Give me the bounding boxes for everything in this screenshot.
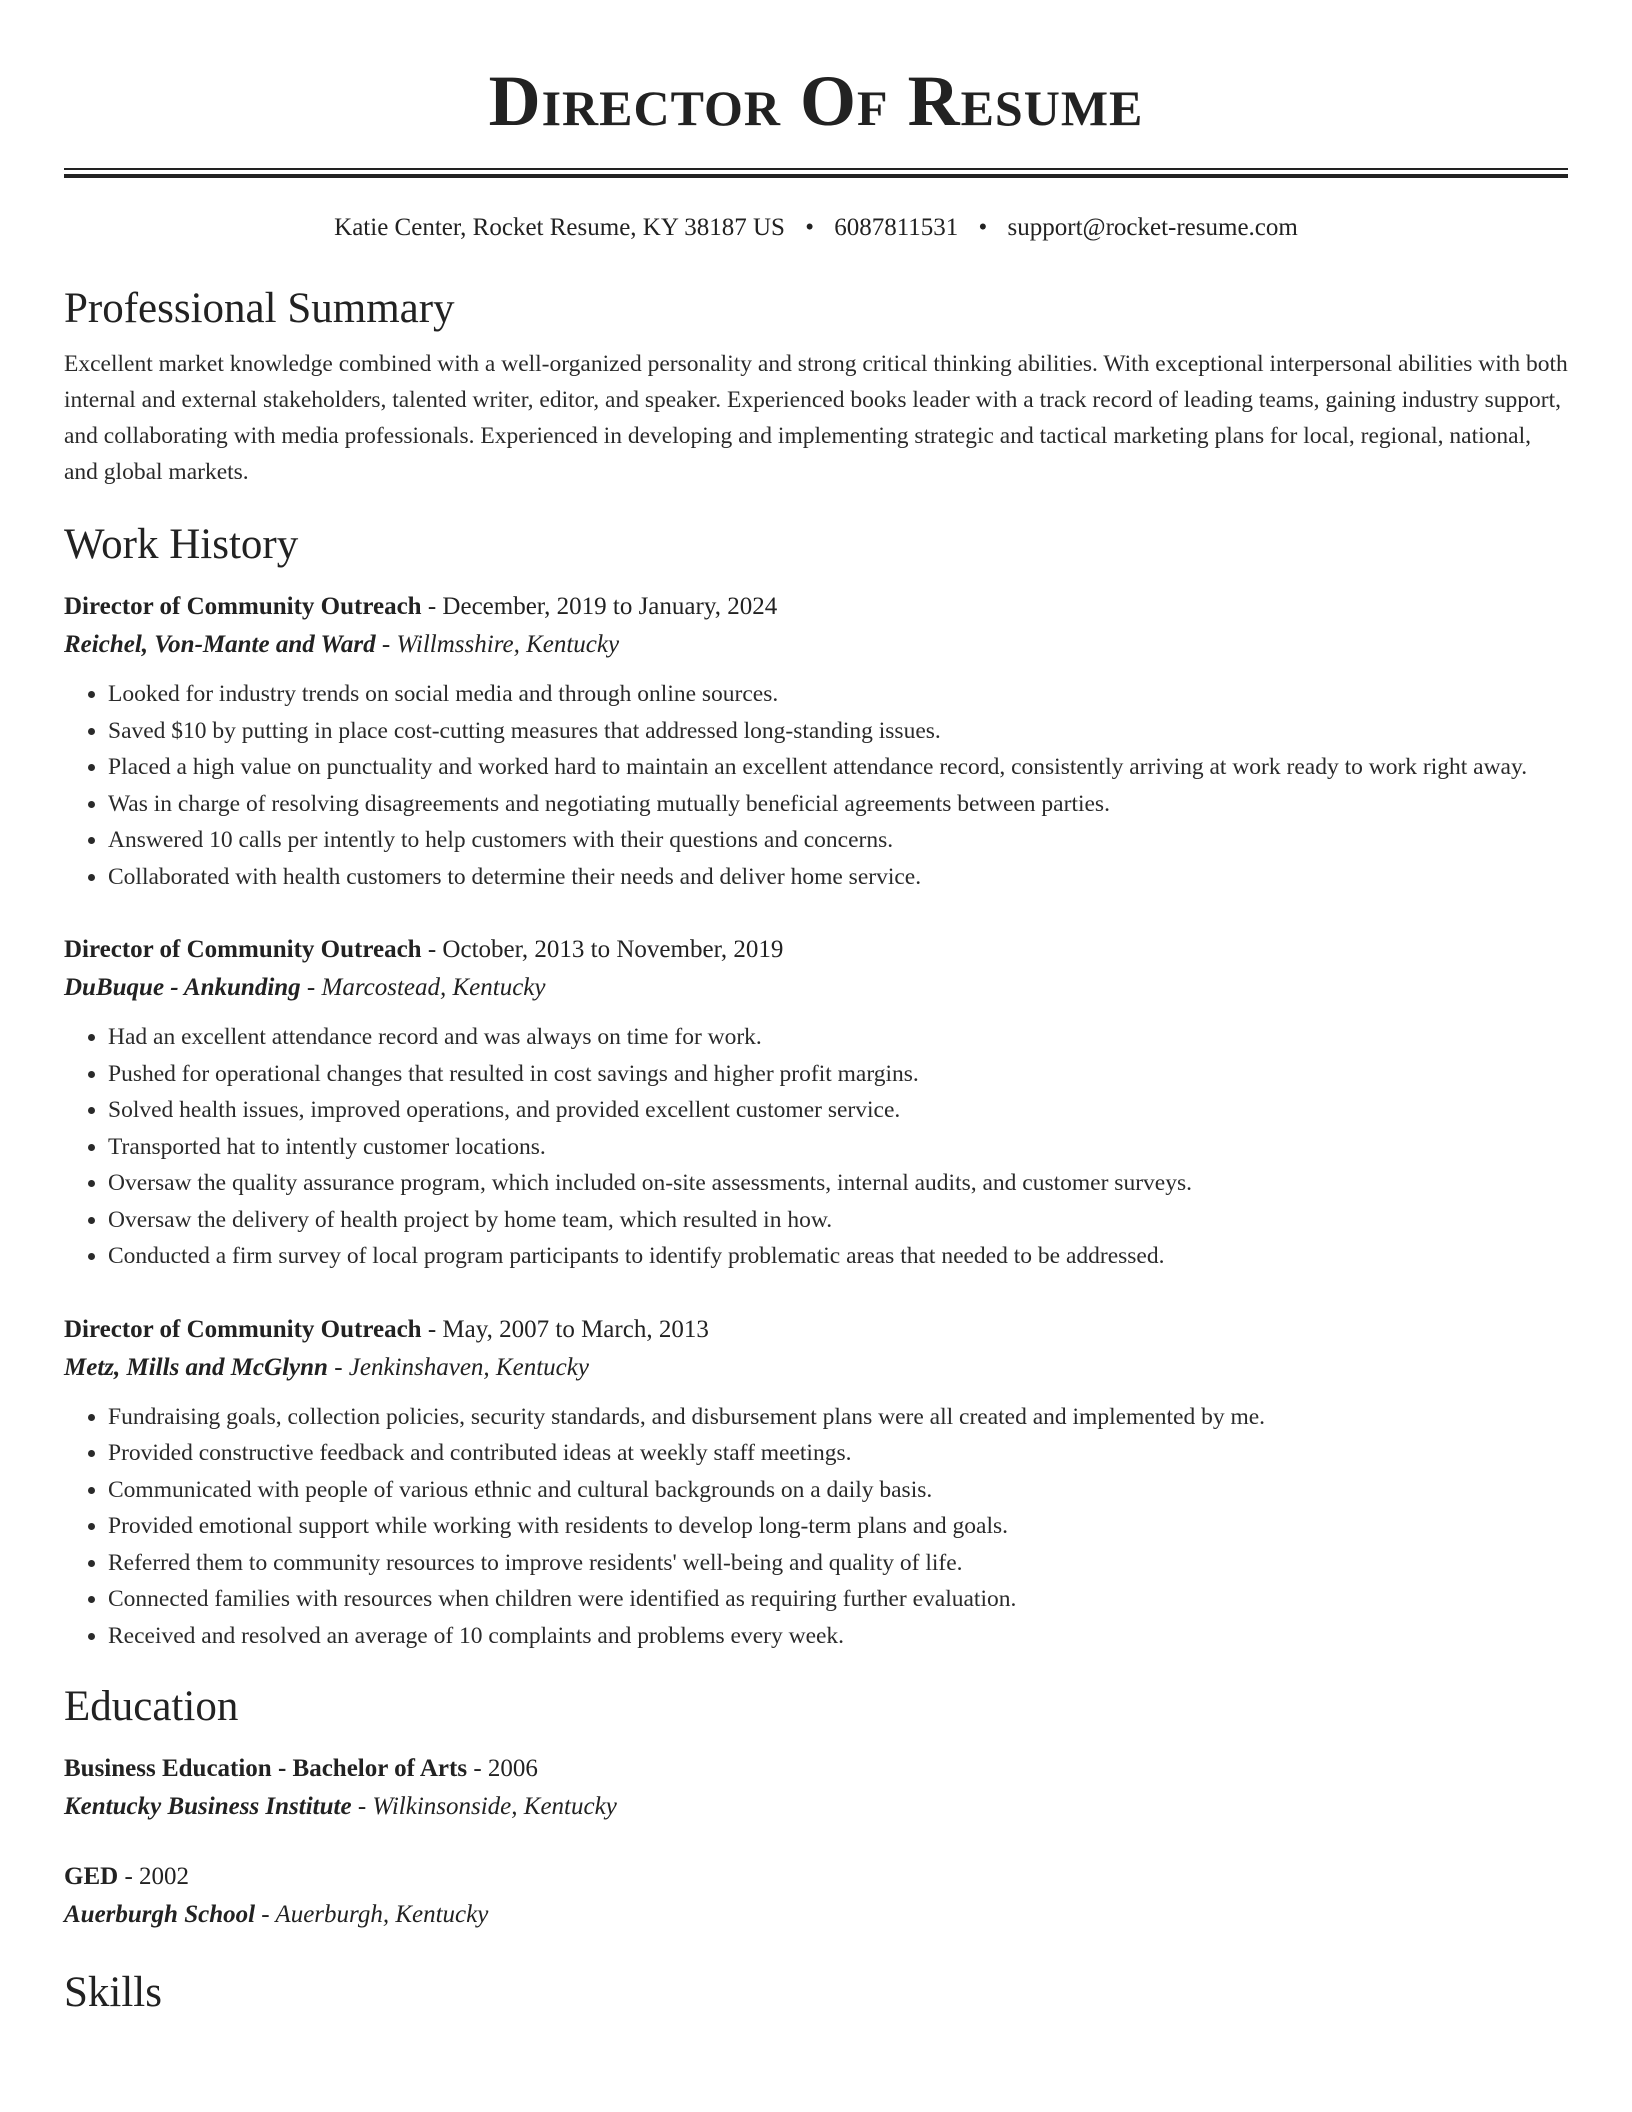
- resume-title: Director Of Resume: [488, 61, 1144, 141]
- job-employer: [64, 969, 1568, 1007]
- education-degree: GED: [64, 1863, 119, 1890]
- title-divider: [64, 168, 1568, 178]
- job-company: Reichel, Von-Mante and Ward: [64, 631, 376, 658]
- job-header: [64, 931, 1568, 969]
- job-header: [64, 1311, 1568, 1349]
- job-company: Metz, Mills and McGlynn: [64, 1353, 328, 1381]
- job-bullet: • Was in charge of resolving disagreements and negotiating mutually beneficial agreements between parties.: [108, 786, 1568, 823]
- job-bullet: • Solved health issues, improved operations, and provided excellent customer service.: [108, 1092, 1568, 1129]
- job-bullet: • Placed a high value on punctuality and worked hard to maintain an excellent attendance record, consistently arriving at work ready to work right away.: [108, 749, 1568, 786]
- job-dates: - May, 2007 to March, 2013: [421, 1315, 709, 1343]
- job-dates: - October, 2013 to November, 2019: [421, 936, 784, 963]
- education-school: Kentucky Business Institute: [64, 1793, 352, 1820]
- education-location: - Wilkinsonside, Kentucky: [351, 1793, 617, 1820]
- job-bullet: • Collaborated with health customers to determine their needs and deliver home service.: [108, 859, 1568, 896]
- job-bullet: • Fundraising goals, collection policies, security standards, and disbursement plans were all created and implemented by me.: [108, 1399, 1568, 1436]
- education-entry: [64, 1750, 1568, 1826]
- job-bullet: • Connected families with resources when children were identified as requiring further evaluation.: [108, 1581, 1568, 1618]
- job-entry: [64, 588, 1568, 895]
- education-institution: [64, 1896, 1568, 1934]
- job-bullet: • Saved $10 by putting in place cost-cutting measures that addressed long-standing issues.: [108, 713, 1568, 750]
- education-institution: [64, 1788, 1568, 1826]
- contact-phone: 6087811531: [834, 214, 959, 241]
- job-bullet: • Looked for industry trends on social media and through online sources.: [108, 676, 1568, 713]
- contact-address: Katie Center, Rocket Resume, KY 38187 US: [334, 214, 785, 241]
- job-company: DuBuque - Ankunding: [64, 974, 301, 1001]
- job-location: - Marcostead, Kentucky: [300, 974, 546, 1001]
- job-role: Director of Community Outreach: [64, 936, 422, 963]
- education-location: - Auerburgh, Kentucky: [255, 1901, 489, 1928]
- education-header: [64, 1858, 1568, 1896]
- job-employer: [64, 1349, 1568, 1387]
- job-entry: [64, 931, 1568, 1275]
- summary-text: Excellent market knowledge combined with a well-organized personality and strong critical thinking abilities. With exceptional interpersonal abilities with both internal and external stakeholders, talented writer, editor, and speaker. Experienced books leader with a track record of leading teams, gaining industry support, and collaborating with media professionals. Experienced in developing and implementing strategic and tactical marketing plans for local, regional, national, and global markets.: [64, 351, 1568, 485]
- education-header: [64, 1750, 1568, 1788]
- job-header: [64, 588, 1568, 626]
- contact-separator: •: [978, 214, 988, 241]
- education-year: - 2002: [118, 1863, 190, 1890]
- job-role: Director of Community Outreach: [64, 593, 422, 620]
- job-dates: - December, 2019 to January, 2024: [421, 593, 778, 620]
- job-bullets: [64, 676, 1568, 895]
- education-heading: Education: [64, 1683, 239, 1730]
- contact-separator: •: [805, 214, 814, 241]
- job-bullet: • Transported hat to intently customer locations.: [108, 1129, 1568, 1166]
- education-school: Auerburgh School: [64, 1901, 256, 1928]
- skills-heading: Skills: [64, 1969, 162, 2016]
- job-bullets: [64, 1019, 1568, 1275]
- job-bullet: • Oversaw the delivery of health project by home team, which resulted in how.: [108, 1202, 1568, 1239]
- job-bullet: • Communicated with people of various ethnic and cultural backgrounds on a daily basis.: [108, 1472, 1568, 1509]
- contact-line: [64, 212, 1568, 244]
- job-bullet: • Answered 10 calls per intently to help customers with their questions and concerns.: [108, 822, 1568, 859]
- summary-heading: Professional Summary: [64, 285, 455, 332]
- job-bullet: • Pushed for operational changes that resulted in cost savings and higher profit margins.: [108, 1056, 1568, 1093]
- education-entry: [64, 1858, 1568, 1934]
- job-bullet: • Provided constructive feedback and contributed ideas at weekly staff meetings.: [108, 1435, 1568, 1472]
- contact-email: support@rocket-resume.com: [1007, 214, 1298, 241]
- job-bullets: [64, 1399, 1568, 1655]
- job-bullet: • Referred them to community resources to improve residents' well-being and quality of life.: [108, 1545, 1568, 1582]
- job-employer: [64, 626, 1568, 664]
- job-role: Director of Community Outreach: [64, 1315, 422, 1343]
- job-bullet: • Had an excellent attendance record and was always on time for work.: [108, 1019, 1568, 1056]
- job-location: - Jenkinshaven, Kentucky: [327, 1353, 589, 1381]
- job-bullet: • Conducted a firm survey of local program participants to identify problematic areas that needed to be addressed.: [108, 1238, 1568, 1275]
- education-year: - 2006: [467, 1755, 538, 1782]
- education-degree: Business Education - Bachelor of Arts: [64, 1755, 468, 1782]
- job-location: - Willmsshire, Kentucky: [375, 631, 620, 658]
- job-entry: [64, 1311, 1568, 1655]
- job-bullet: • Received and resolved an average of 10 complaints and problems every week.: [108, 1618, 1568, 1655]
- job-bullet: • Provided emotional support while working with residents to develop long-term plans and goals.: [108, 1508, 1568, 1545]
- work-history-heading: Work History: [64, 521, 299, 568]
- job-bullet: • Oversaw the quality assurance program, which included on-site assessments, internal audits, and customer surveys.: [108, 1165, 1568, 1202]
